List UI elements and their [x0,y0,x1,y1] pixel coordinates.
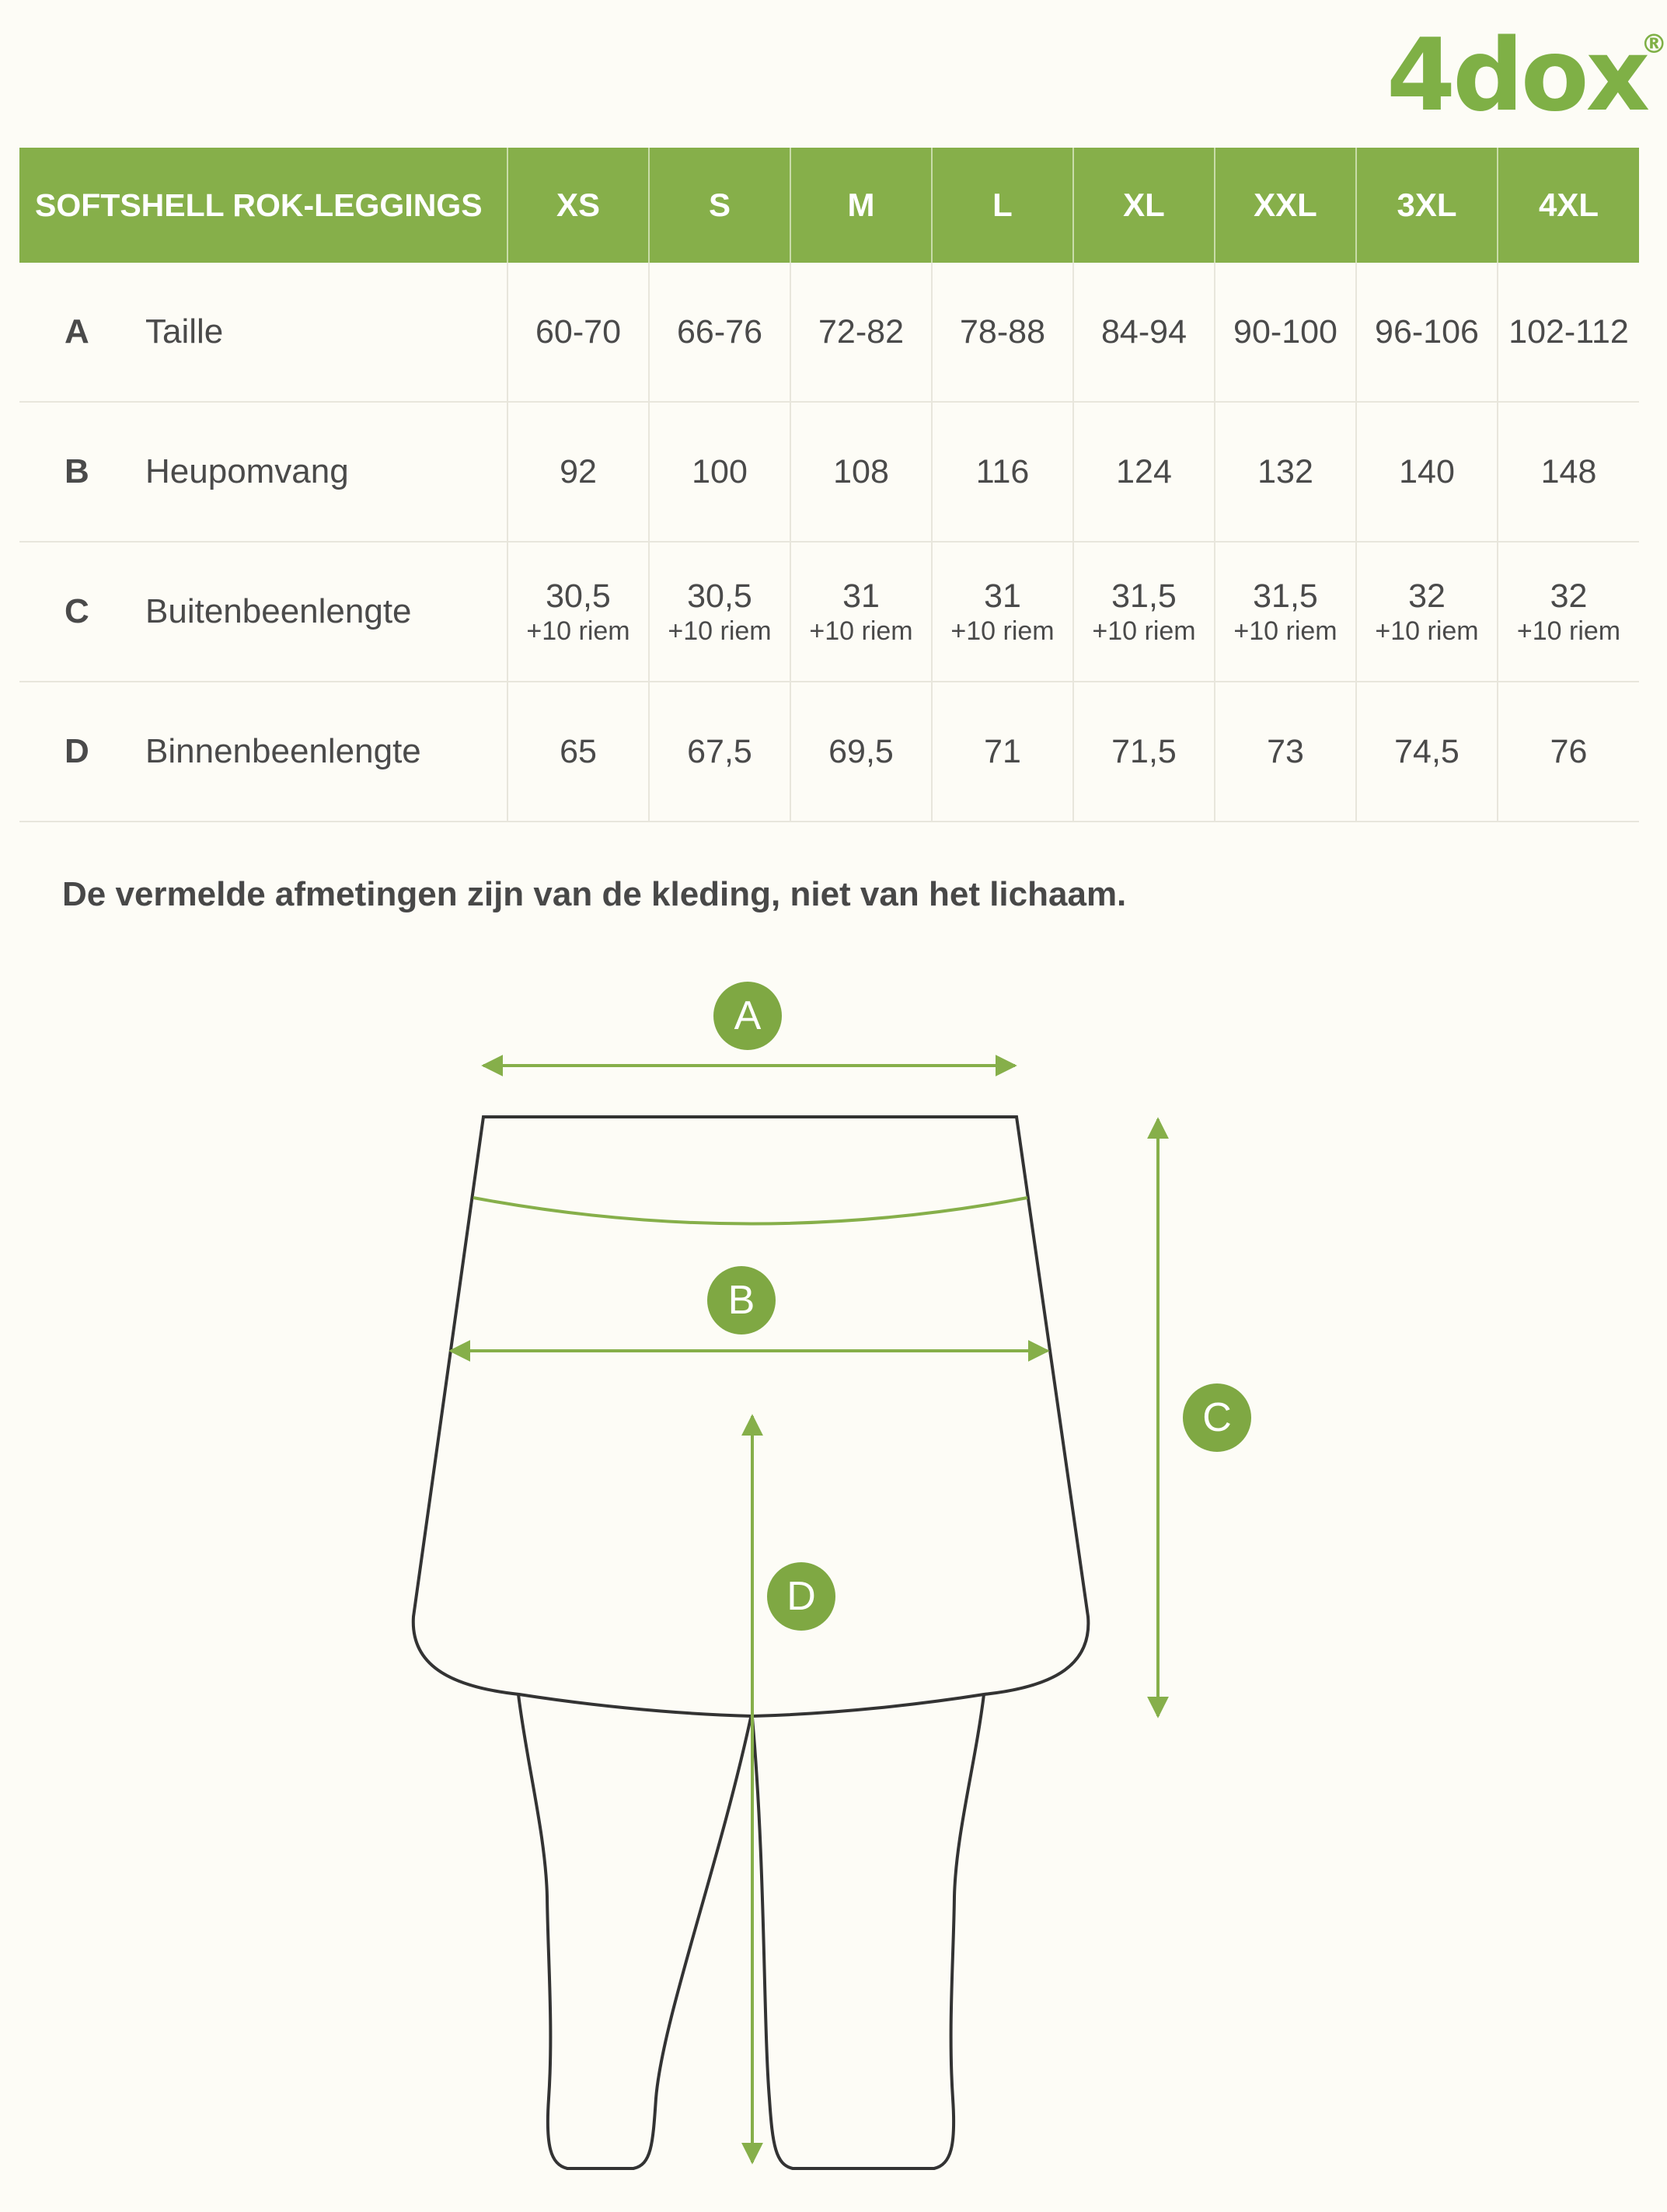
svg-text:B: B [727,1278,755,1323]
table-cell: 72-82 [790,263,932,402]
size-header: M [790,148,932,263]
table-cell: 32 +10 riem [1356,542,1498,682]
row-letter: A [65,312,89,351]
marker-a [713,982,782,1050]
table-cell: 100 [649,402,790,542]
row-letter: B [65,452,89,490]
size-header: XL [1073,148,1215,263]
row-name: Heupomvang [145,452,349,490]
table-cell: 102-112 [1498,263,1639,402]
brand-logo: 4dox ® [1386,18,1667,134]
size-header: XS [507,148,649,263]
table-cell: 67,5 [649,682,790,822]
marker-c [1183,1383,1251,1452]
size-header: 3XL [1356,148,1498,263]
table-cell: 74,5 [1356,682,1498,822]
table-cell: 31,5 +10 riem [1215,542,1356,682]
size-header: S [649,148,790,263]
table-cell: 71,5 [1073,682,1215,822]
row-name: Binnenbeenlengte [145,732,421,770]
table-cell: 73 [1215,682,1356,822]
table-cell: 78-88 [932,263,1073,402]
table-cell: 90-100 [1215,263,1356,402]
table-cell: 32 +10 riem [1498,542,1639,682]
marker-b [707,1266,776,1335]
table-cell: 148 [1498,402,1639,542]
table-cell: 69,5 [790,682,932,822]
row-letter: D [65,732,89,770]
table-cell: 71 [932,682,1073,822]
table-cell: 132 [1215,402,1356,542]
table-cell: 116 [932,402,1073,542]
legging-left-leg [518,1694,751,2168]
table-cell: 108 [790,402,932,542]
table-cell: 60-70 [507,263,649,402]
table-cell: 30,5 +10 riem [649,542,790,682]
table-cell: 31,5 +10 riem [1073,542,1215,682]
legging-right-leg [752,1694,984,2168]
table-cell: 31 +10 riem [932,542,1073,682]
size-header: L [932,148,1073,263]
svg-text:C: C [1202,1395,1232,1440]
size-header: 4XL [1498,148,1639,263]
row-name: Buitenbeenlengte [145,592,412,630]
size-header: XXL [1215,148,1356,263]
table-cell: 66-76 [649,263,790,402]
table-cell: 92 [507,402,649,542]
marker-d [767,1562,835,1631]
row-letter: C [65,592,89,630]
table-cell: 96-106 [1356,263,1498,402]
measurement-note: De vermelde afmetingen zijn van de kleding, niet van het lichaam. [62,875,1127,913]
table-cell: 140 [1356,402,1498,542]
table-cell: 31 +10 riem [790,542,932,682]
table-cell: 124 [1073,402,1215,542]
table-cell: 84-94 [1073,263,1215,402]
table-title: SOFTSHELL ROK-LEGGINGS [19,148,507,263]
table-cell: 30,5 +10 riem [507,542,649,682]
row-name: Taille [145,312,224,351]
table-cell: 76 [1498,682,1639,822]
svg-text:A: A [734,993,762,1038]
svg-text:D: D [786,1574,816,1619]
table-cell: 65 [507,682,649,822]
